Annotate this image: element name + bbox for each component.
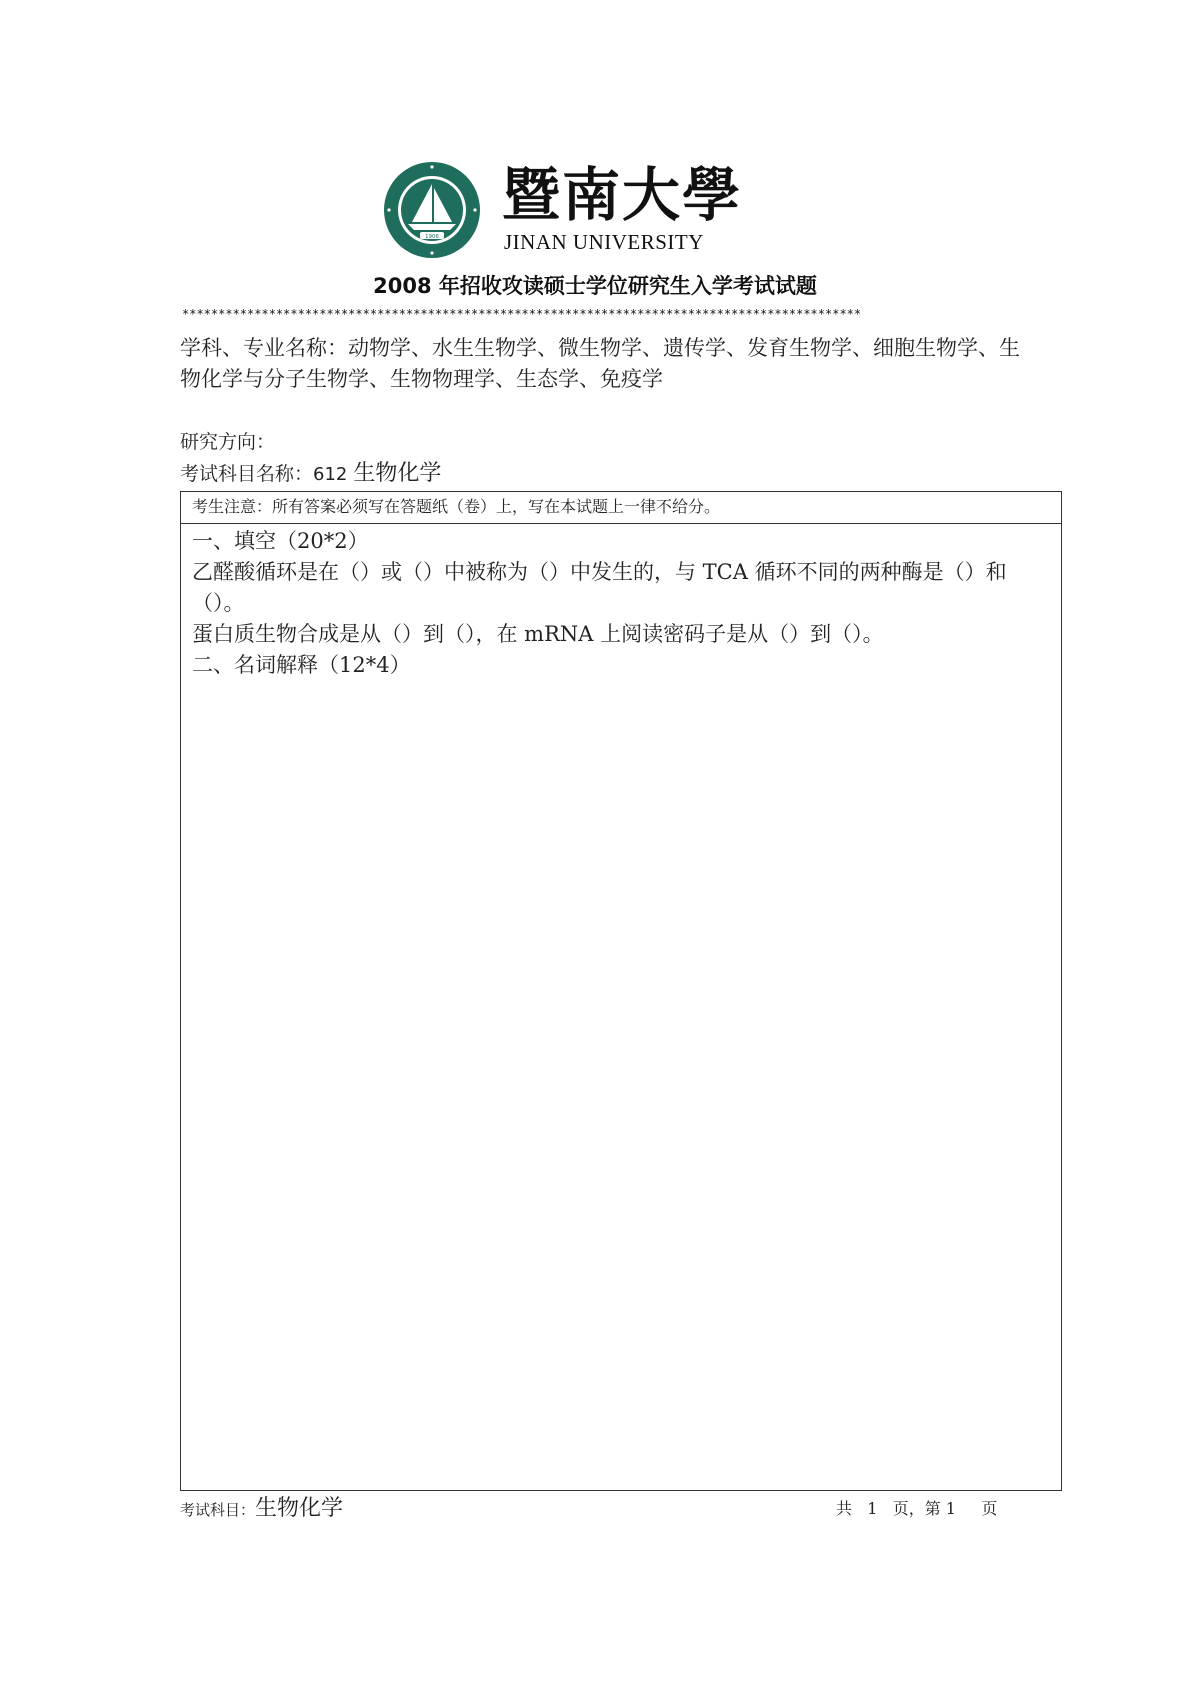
exam-subject-code: 612 [313,464,348,485]
exam-title: 2008 年招收攻读硕士学位研究生入学考试试题 [373,274,817,298]
university-name-en: JINAN UNIVERSITY [504,230,704,254]
footer-subject-label: 考试科目： [180,1501,256,1519]
subject-label: 学科、专业名称： [180,336,348,360]
footer-subject-name: 生物化学 [255,1496,344,1521]
footer-subject [180,1494,343,1525]
university-name-cn: 暨南大學 [502,161,743,229]
question-line: 乙醛酸循环是在（）或（）中被称为（）中发生的，与 TCA 循环不同的两种酶是（）和（）。 [192,560,1007,615]
seal-year: 1906 [425,234,439,240]
subject-list [180,333,1020,395]
candidate-notice: 考生注意：所有答案必须写在答题纸（卷）上，写在本试题上一律不给分。 [181,492,1061,524]
exam-subject [180,458,1020,490]
section-heading-terms: 二、名词解释（12*4） [192,653,411,677]
question-box [180,491,1062,1491]
question-line: 蛋白质生物合成是从（）到（），在 mRNA 上阅读密码子是从（）到（）。 [192,622,884,646]
research-direction [180,427,1020,458]
page-count: 共 1 页，第 1 页 [836,1499,998,1518]
question-content [192,526,1052,681]
exam-subject-label: 考试科目名称： [180,463,314,485]
subject-value: 动物学、水生生物学、微生物学、遗传学、发育生物学、细胞生物学、生物化学与分子生物学、生物物理学、生态学、免疫学 [180,336,1020,391]
section-heading-fill-blank: 一、填空（20*2） [192,529,369,553]
university-logo [382,160,743,260]
university-seal-icon [382,160,482,260]
university-wordmark [502,161,743,256]
separator-line: ********************************************************************************************** [182,307,862,321]
exam-subject-name: 生物化学 [353,461,442,486]
direction-label: 研究方向： [180,431,276,453]
